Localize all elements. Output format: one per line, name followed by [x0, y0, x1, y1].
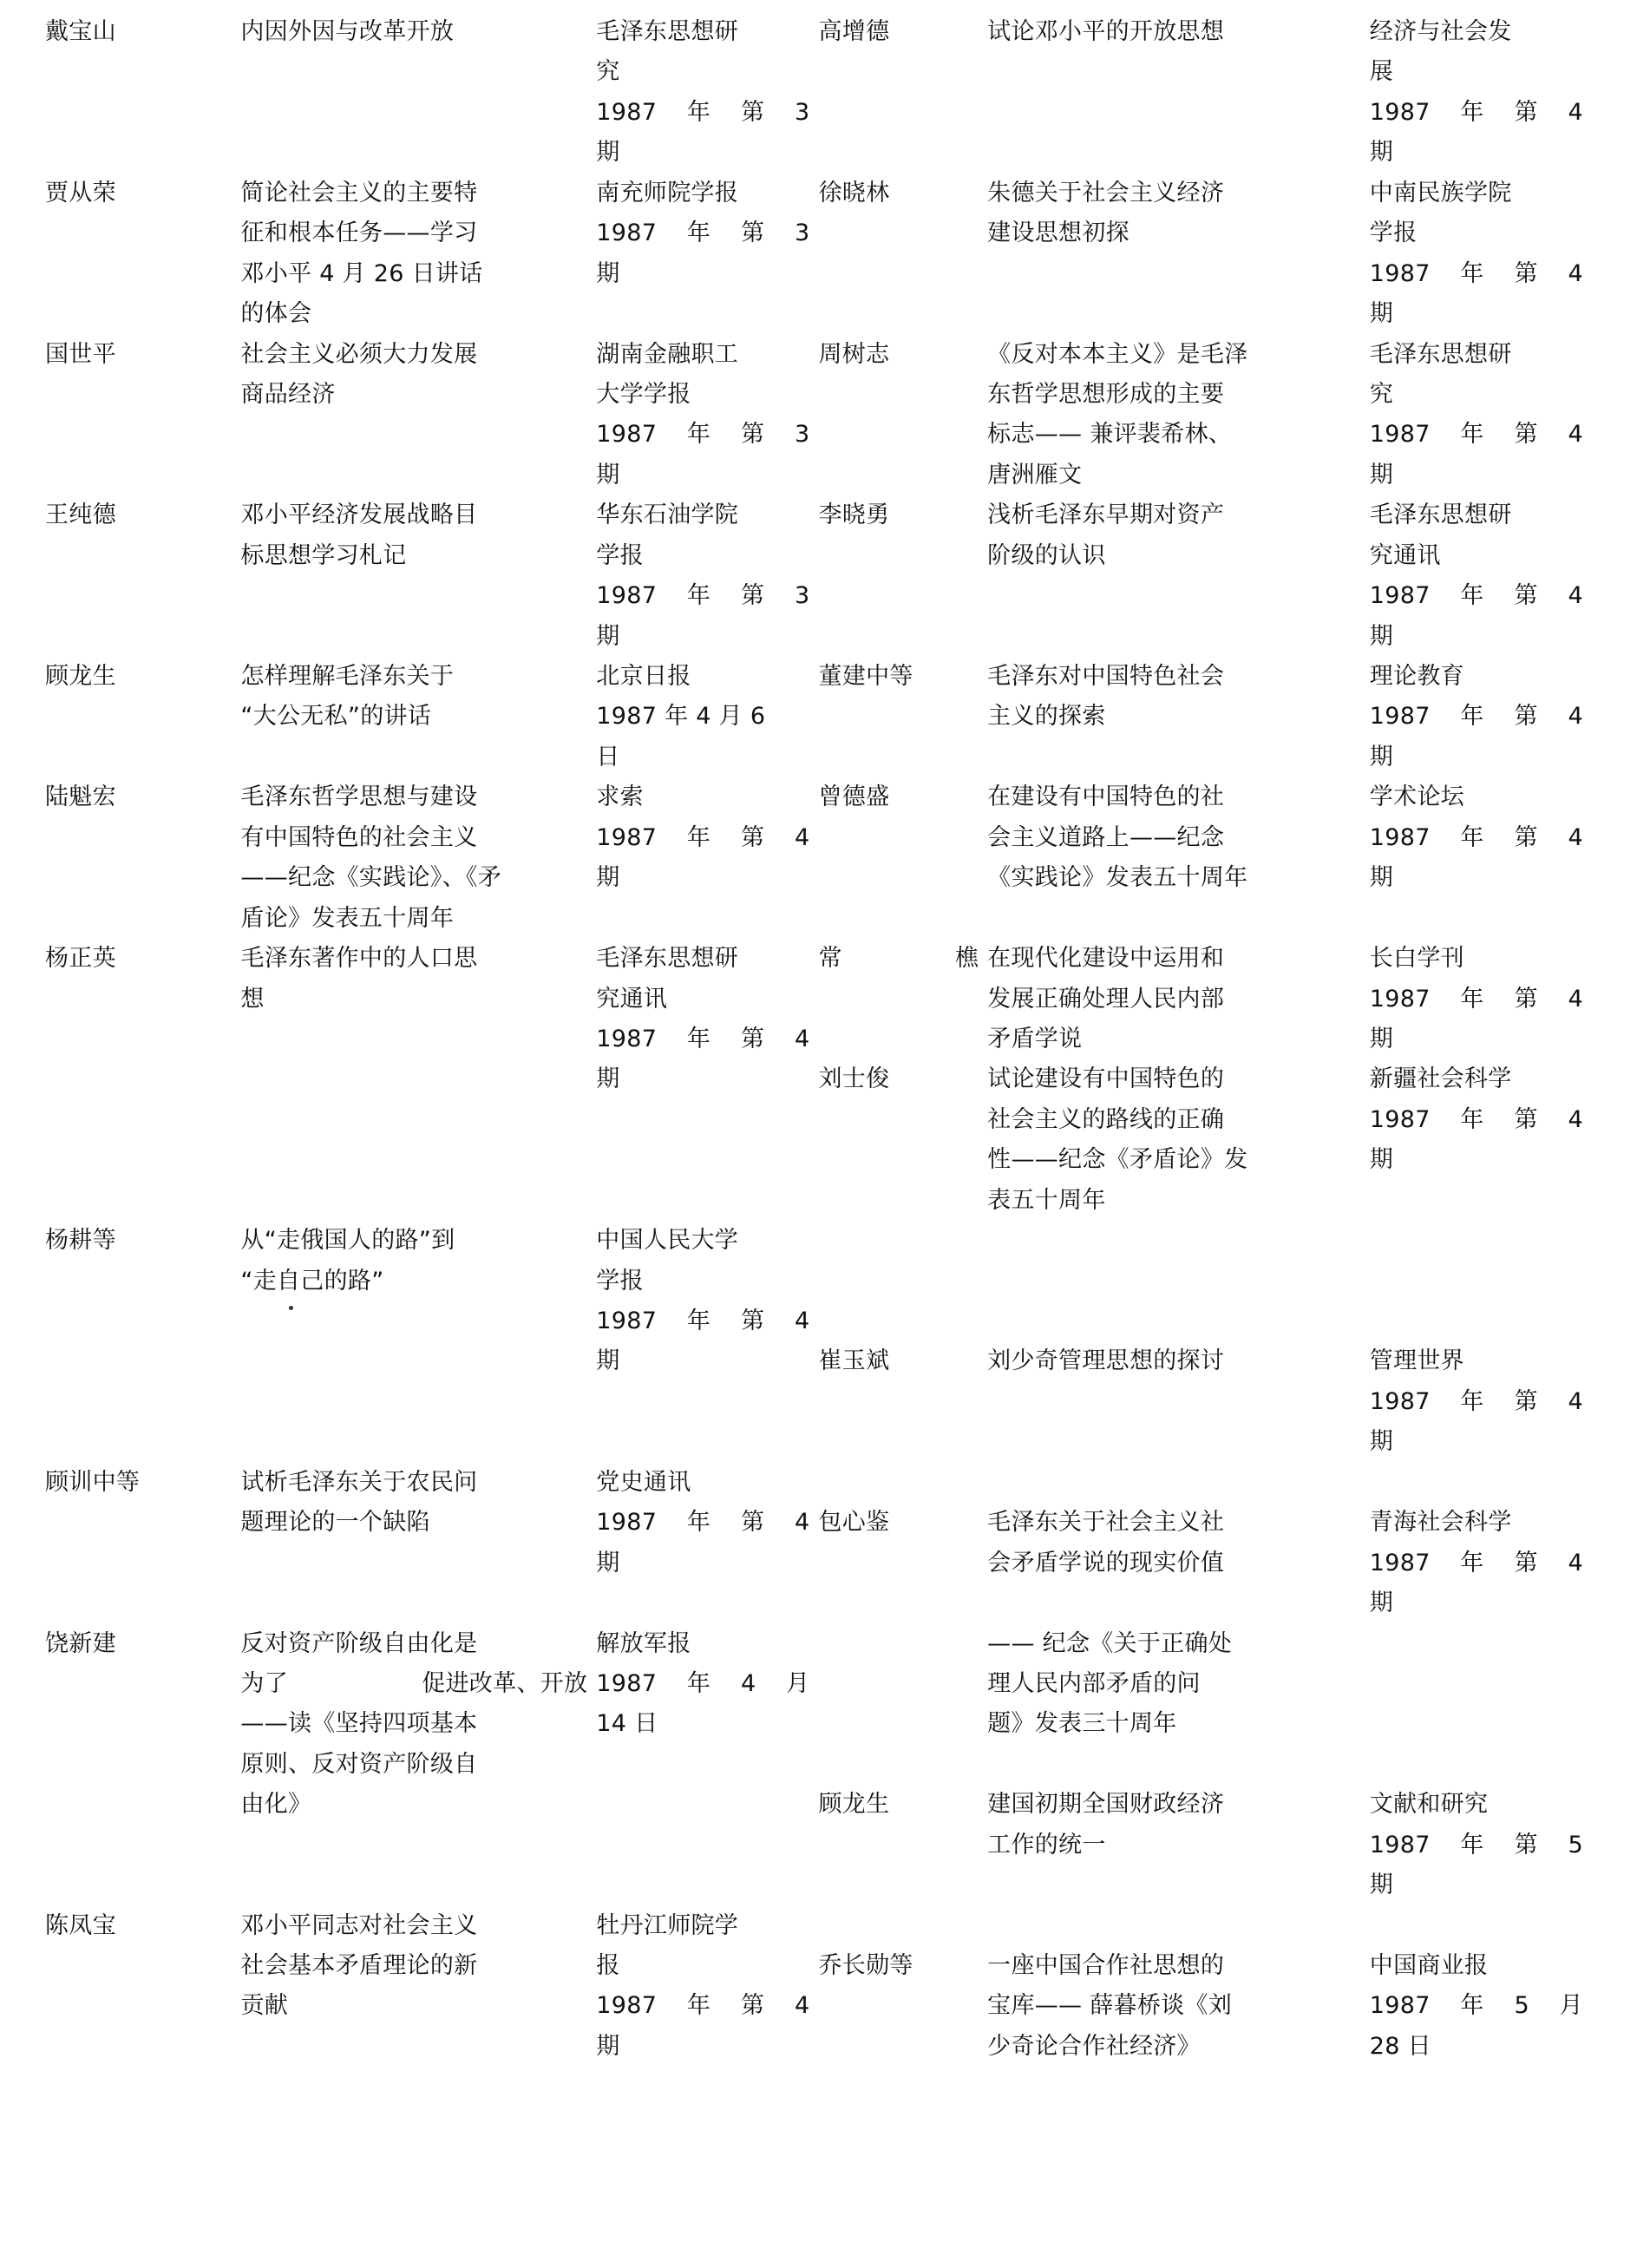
- author-name: 杨正英: [45, 945, 116, 973]
- issue-line: 期: [596, 259, 620, 287]
- title-line: 简论社会主义的主要特: [240, 179, 478, 206]
- source-cell-left: [596, 495, 818, 657]
- title-line: 商品经济: [240, 380, 336, 408]
- source-cell-right: [1370, 174, 1592, 335]
- issue-line: 期: [1369, 743, 1394, 770]
- title-line: 毛泽东哲学思想与建设: [240, 783, 478, 811]
- source-line: 究通讯: [1369, 541, 1441, 569]
- source-line: 长白学刊: [1369, 945, 1464, 973]
- issue-line: 期: [1369, 1146, 1394, 1174]
- title-line: 在现代化建设中运用和: [987, 945, 1225, 973]
- issue-line: 1987 年 5 月: [1369, 1992, 1583, 2020]
- issue-line: 28 日: [1369, 2032, 1431, 2060]
- author-name: 周树志: [818, 340, 890, 368]
- issue-line: 期: [1369, 1871, 1394, 1899]
- title-line: 邓小平经济发展战略目: [240, 501, 478, 529]
- author-cell-right: [818, 174, 987, 335]
- issue-line: 1987 年 第 4: [596, 1992, 810, 2020]
- title-cell-right: [987, 939, 1370, 1221]
- title-cell-right: [987, 1463, 1370, 1624]
- source-cell-right: [1370, 1463, 1592, 1624]
- source-line: 理论教育: [1369, 663, 1464, 690]
- table-row: [45, 939, 1592, 1221]
- source-line: 青海社会科学: [1369, 1509, 1512, 1537]
- title-cell-right: [987, 657, 1370, 777]
- issue-line: 期: [596, 864, 620, 892]
- issue-line: 期: [1369, 461, 1394, 488]
- title-line: 理人民内部矛盾的问: [987, 1669, 1201, 1697]
- title-line: 怎样理解毛泽东关于: [240, 663, 455, 690]
- issue-line: 1987 年 第 4: [1369, 259, 1583, 287]
- title-line: 会矛盾学说的现实价值: [987, 1549, 1225, 1576]
- title-line: 浅析毛泽东早期对资产: [987, 501, 1225, 529]
- source-line: 北京日报: [596, 663, 691, 690]
- issue-line: 1987 年 第 4: [596, 1308, 810, 1334]
- source-line: 求索: [596, 783, 644, 811]
- title-line: 盾论》发表五十周年: [240, 904, 455, 932]
- title-line: 毛泽东著作中的人口思: [240, 945, 478, 973]
- issue-line: 14 日: [596, 1710, 658, 1738]
- author-cell-left: [45, 174, 240, 335]
- title-line: 试论建设有中国特色的: [987, 1065, 1225, 1093]
- source-line: 管理世界: [1369, 1347, 1464, 1375]
- source-line: 究: [596, 58, 620, 86]
- title-line: 毛泽东关于社会主义社: [987, 1509, 1225, 1537]
- author-cell-right: [818, 1906, 987, 2068]
- author-name: 包心鉴: [818, 1509, 890, 1537]
- title-line: 的体会: [240, 300, 312, 328]
- title-line: ——纪念《实践论》、《矛: [240, 864, 502, 892]
- author-name: 陆魁宏: [45, 783, 116, 811]
- issue-line: 期: [1369, 300, 1394, 328]
- source-cell-right: [1370, 1906, 1592, 2068]
- source-line: 党史通讯: [596, 1468, 691, 1496]
- source-cell-right: [1370, 657, 1592, 777]
- source-cell-right: [1370, 1221, 1592, 1463]
- issue-line: 期: [1369, 864, 1394, 892]
- author-name: 董建中等: [818, 663, 913, 690]
- issue-line: 期: [1369, 622, 1394, 650]
- author-cell-left: [45, 939, 240, 1221]
- title-line: 试析毛泽东关于农民问: [240, 1468, 478, 1496]
- issue-line: 1987 年 第 4: [1369, 421, 1583, 449]
- table-row: [45, 777, 1592, 939]
- author-name: 杨耕等: [45, 1227, 116, 1255]
- issue-line: 1987 年 第 4: [596, 1509, 810, 1537]
- source-line: 学术论坛: [1369, 783, 1464, 811]
- issue-line: 期: [596, 2032, 620, 2060]
- source-cell-left: [596, 335, 818, 496]
- author-name: 李晓勇: [818, 501, 890, 529]
- title-line: 发展正确处理人民内部: [987, 985, 1225, 1013]
- title-line: 题理论的一个缺陷: [240, 1509, 430, 1537]
- source-cell-left: [596, 174, 818, 335]
- issue-line: 期: [1369, 1025, 1394, 1052]
- issue-line: 1987 年 第 4: [1369, 1387, 1583, 1415]
- table-row: [45, 174, 1592, 335]
- source-cell-right: [1370, 335, 1592, 496]
- source-line: 华东石油学院: [596, 501, 739, 529]
- source-cell-left: [596, 777, 818, 939]
- source-line: 究通讯: [596, 985, 668, 1013]
- source-cell-left: [596, 657, 818, 777]
- title-line: 朱德关于社会主义经济: [987, 179, 1225, 206]
- source-cell-left: [596, 1624, 818, 1906]
- author-name: 顾龙生: [45, 663, 116, 690]
- title-line: 唐洲雁文: [987, 461, 1083, 488]
- source-cell-right: [1370, 777, 1592, 939]
- source-line: 牡丹江师院学: [596, 1911, 739, 1939]
- title-line: “走自己的路”: [240, 1267, 384, 1295]
- table-row: [45, 495, 1592, 657]
- title-line: 阶级的认识: [987, 541, 1106, 569]
- title-cell-left: [240, 1463, 596, 1624]
- author-cell-right: [818, 657, 987, 777]
- issue-line: 期: [596, 139, 620, 167]
- issue-line: 1987 年 第 3: [596, 582, 810, 610]
- title-cell-left: [240, 174, 596, 335]
- author-name: 高增德: [818, 18, 890, 45]
- source-cell-right: [1370, 12, 1592, 174]
- issue-line: 日: [596, 743, 620, 770]
- issue-line: 期: [596, 1065, 620, 1093]
- title-cell-right: [987, 777, 1370, 939]
- source-line: 新疆社会科学: [1369, 1065, 1512, 1093]
- author-name: 饶新建: [45, 1629, 116, 1657]
- stray-ink-dot: [289, 1306, 293, 1310]
- source-line: 南充师院学报: [596, 179, 739, 206]
- author-cell-right: [818, 1624, 987, 1906]
- title-line: 宝库—— 薛暮桥谈《刘: [987, 1992, 1233, 2020]
- title-line: 表五十周年: [987, 1186, 1106, 1214]
- title-cell-right: [987, 495, 1370, 657]
- author-cell-right: [818, 495, 987, 657]
- title-line: 社会基本矛盾理论的新: [240, 1952, 478, 1979]
- source-line: 湖南金融职工: [596, 340, 739, 368]
- title-line: 毛泽东对中国特色社会: [987, 663, 1225, 690]
- title-cell-right: [987, 174, 1370, 335]
- title-line: 社会主义的路线的正确: [987, 1105, 1225, 1133]
- title-line: 《反对本本主义》是毛泽: [987, 340, 1248, 368]
- issue-line: 期: [596, 1549, 620, 1576]
- issue-line: 1987 年 第 4: [1369, 582, 1583, 610]
- title-line: 由化》: [240, 1791, 312, 1819]
- issue-line: 1987 年 第 4: [1369, 98, 1583, 126]
- source-line: 报: [596, 1952, 620, 1979]
- issue-line: 1987 年 第 4: [1369, 1105, 1583, 1133]
- source-line: 经济与社会发: [1369, 18, 1512, 45]
- author-cell-left: [45, 335, 240, 496]
- author-name: 顾训中等: [45, 1468, 141, 1496]
- issue-line: 1987 年 4 月 6: [596, 703, 766, 731]
- table-row: [45, 335, 1592, 496]
- issue-line: 期: [1369, 1428, 1394, 1456]
- source-cell-right: [1370, 1624, 1592, 1906]
- source-line: 学报: [596, 541, 644, 569]
- title-line: 反对资产阶级自由化是: [240, 1629, 478, 1657]
- title-line: 会主义道路上——纪念: [987, 823, 1225, 851]
- issue-line: 期: [596, 461, 620, 488]
- author-cell-left: [45, 1463, 240, 1624]
- source-line: 文献和研究: [1369, 1791, 1489, 1819]
- issue-line: 1987 年 第 4: [1369, 985, 1583, 1013]
- source-line: 中南民族学院: [1369, 179, 1512, 206]
- title-line: 东哲学思想形成的主要: [987, 380, 1225, 408]
- title-cell-left: [240, 335, 596, 496]
- issue-line: 1987 年 第 4: [1369, 1549, 1583, 1576]
- source-line: 究: [1369, 380, 1394, 408]
- issue-line: 1987 年 第 3: [596, 421, 810, 449]
- author-cell-left: [45, 777, 240, 939]
- title-line: 试论邓小平的开放思想: [987, 18, 1225, 45]
- author-name: 乔长勋等: [818, 1952, 913, 1979]
- author-cell-right: [818, 939, 987, 1221]
- title-line: 从“走俄国人的路”到: [240, 1227, 455, 1255]
- author-name: 国世平: [45, 340, 116, 368]
- source-cell-left: [596, 12, 818, 174]
- title-line: 内因外因与改革开放: [240, 18, 455, 45]
- source-line: 解放军报: [596, 1629, 691, 1657]
- table-row: [45, 1624, 1592, 1906]
- title-line: 工作的统一: [987, 1831, 1106, 1858]
- source-line: 毛泽东思想研: [596, 945, 739, 973]
- title-cell-left: [240, 657, 596, 777]
- author-cell-left: [45, 1221, 240, 1463]
- title-line: 建设思想初探: [987, 220, 1130, 247]
- title-line: ——读《坚持四项基本: [240, 1710, 478, 1738]
- title-line: 为了 促进改革、开放: [240, 1669, 588, 1697]
- author-cell-right: [818, 1463, 987, 1624]
- source-cell-left: [596, 1906, 818, 2068]
- table-row: [45, 1463, 1592, 1624]
- title-cell-left: [240, 1624, 596, 1906]
- issue-line: 期: [596, 622, 620, 650]
- title-cell-left: [240, 1906, 596, 2068]
- source-cell-left: [596, 939, 818, 1221]
- author-cell-right: [818, 335, 987, 496]
- title-line: 性——纪念《矛盾论》发: [987, 1146, 1248, 1174]
- title-cell-right: [987, 1906, 1370, 2068]
- title-cell-right: [987, 1221, 1370, 1463]
- title-line: 刘少奇管理思想的探讨: [987, 1347, 1225, 1375]
- title-line: 标思想学习札记: [240, 541, 407, 569]
- title-line: “大公无私”的讲话: [240, 703, 432, 731]
- title-line: 在建设有中国特色的社: [987, 783, 1225, 811]
- source-line: 学报: [596, 1267, 644, 1295]
- title-line: 矛盾学说: [987, 1025, 1083, 1052]
- title-line: —— 纪念《关于正确处: [987, 1629, 1233, 1657]
- author-name: 戴宝山: [45, 18, 116, 45]
- table-row: [45, 12, 1592, 174]
- author-cell-left: [45, 495, 240, 657]
- title-cell-right: [987, 12, 1370, 174]
- source-line: 毛泽东思想研: [596, 18, 739, 45]
- title-line: 贡献: [240, 1992, 289, 2020]
- issue-line: 1987 年 第 3: [596, 98, 810, 126]
- author-name: 陈凤宝: [45, 1911, 116, 1939]
- title-cell-left: [240, 777, 596, 939]
- source-line: 中国商业报: [1369, 1952, 1489, 1979]
- source-cell-left: [596, 1463, 818, 1624]
- source-line: 学报: [1369, 220, 1418, 247]
- title-line: 想: [240, 985, 265, 1013]
- author-name: 崔玉斌: [818, 1347, 890, 1375]
- issue-line: 1987 年 第 4: [1369, 703, 1583, 731]
- author-name: 顾龙生: [818, 1791, 890, 1819]
- issue-line: 1987 年 第 4: [596, 1025, 810, 1052]
- table-row: [45, 1221, 1592, 1463]
- source-line: 大学学报: [596, 380, 691, 408]
- title-line: 题》发表三十周年: [987, 1710, 1177, 1738]
- author-name: 徐晓林: [818, 179, 890, 206]
- source-line: 毛泽东思想研: [1369, 340, 1512, 368]
- title-line: 社会主义必须大力发展: [240, 340, 478, 368]
- issue-line: 期: [1369, 139, 1394, 167]
- title-cell-right: [987, 1624, 1370, 1906]
- author-name: 常 樵: [818, 945, 979, 973]
- bibliography-table: [45, 12, 1592, 2067]
- title-line: 《实践论》发表五十周年: [987, 864, 1248, 892]
- title-line: 原则、反对资产阶级自: [240, 1750, 478, 1778]
- title-line: 邓小平 4 月 26 日讲话: [240, 259, 483, 287]
- title-cell-right: [987, 335, 1370, 496]
- title-line: 有中国特色的社会主义: [240, 823, 478, 851]
- title-cell-left: [240, 1221, 596, 1463]
- author-cell-right: [818, 12, 987, 174]
- author-cell-left: [45, 12, 240, 174]
- author-cell-left: [45, 1624, 240, 1906]
- source-cell-right: [1370, 495, 1592, 657]
- table-row: [45, 1906, 1592, 2068]
- title-line: 主义的探索: [987, 703, 1106, 731]
- source-line: 毛泽东思想研: [1369, 501, 1512, 529]
- author-name: 曾德盛: [818, 783, 890, 811]
- source-cell-left: [596, 1221, 818, 1463]
- title-line: 标志—— 兼评裴希林、: [987, 421, 1233, 449]
- issue-line: 1987 年 第 3: [596, 220, 810, 247]
- source-line: 中国人民大学: [596, 1227, 739, 1255]
- title-cell-left: [240, 939, 596, 1221]
- issue-line: 期: [1369, 1590, 1394, 1617]
- author-cell-right: [818, 777, 987, 939]
- issue-line: 期: [596, 1347, 620, 1375]
- source-cell-right: [1370, 939, 1592, 1221]
- title-cell-left: [240, 495, 596, 657]
- table-row: [45, 657, 1592, 777]
- author-name: 王纯德: [45, 501, 116, 529]
- title-line: 一座中国合作社思想的: [987, 1952, 1225, 1979]
- author-cell-left: [45, 657, 240, 777]
- title-cell-left: [240, 12, 596, 174]
- title-line: 邓小平同志对社会主义: [240, 1911, 478, 1939]
- issue-line: 1987 年 4 月: [596, 1669, 810, 1697]
- author-name: 贾从荣: [45, 179, 116, 206]
- source-line: 展: [1369, 58, 1394, 86]
- title-line: 建国初期全国财政经济: [987, 1791, 1225, 1819]
- author-cell-right: [818, 1221, 987, 1463]
- author-cell-left: [45, 1906, 240, 2068]
- issue-line: 1987 年 第 4: [596, 823, 810, 851]
- author-name: 刘士俊: [818, 1065, 890, 1093]
- issue-line: 1987 年 第 5: [1369, 1831, 1583, 1858]
- title-line: 少奇论合作社经济》: [987, 2032, 1201, 2060]
- issue-line: 1987 年 第 4: [1369, 823, 1583, 851]
- title-line: 征和根本任务——学习: [240, 220, 478, 247]
